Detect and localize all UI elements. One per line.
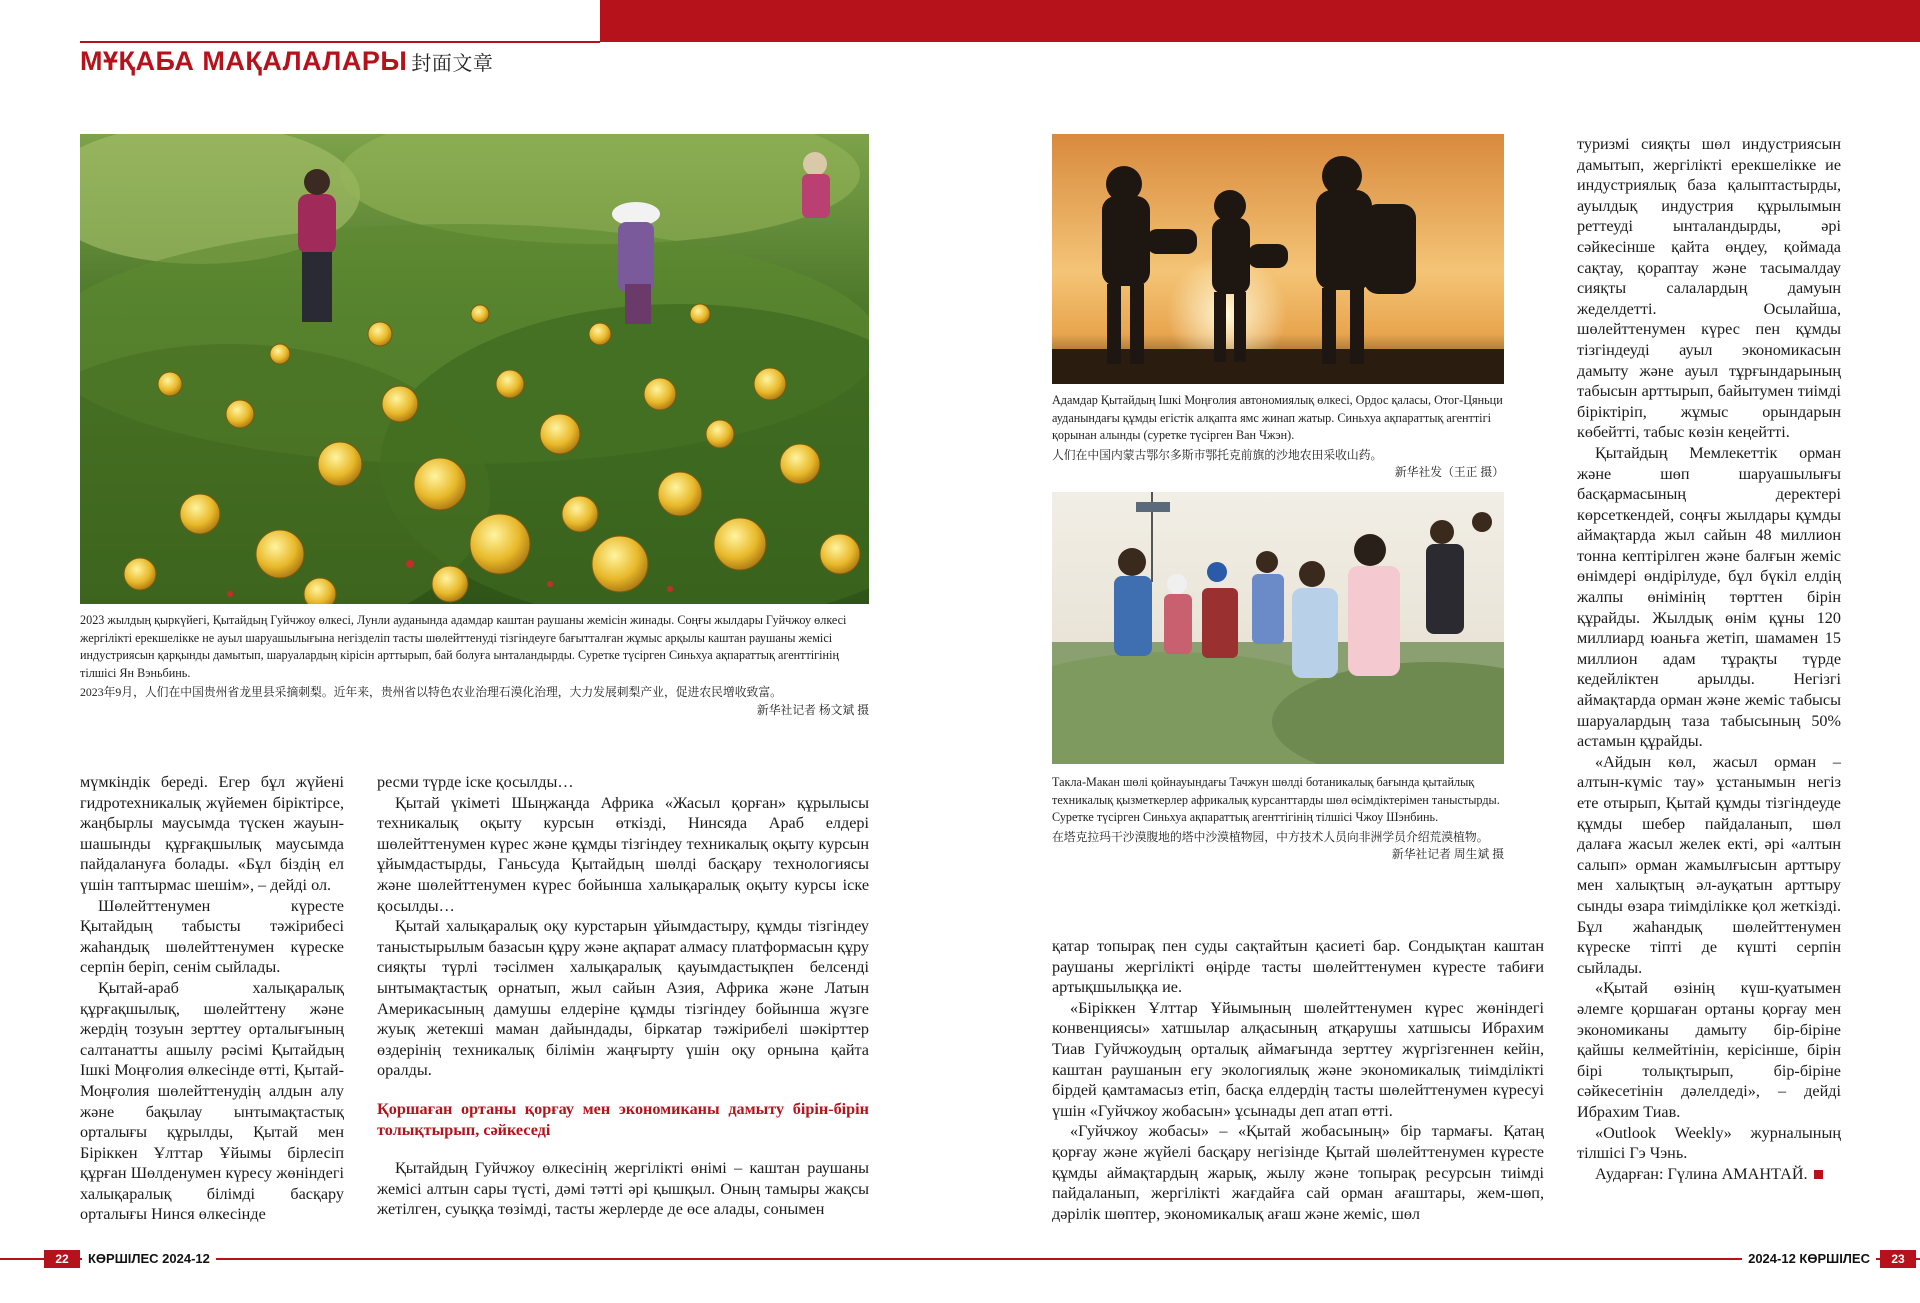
photo3-credit: 新华社记者 周生斌 摄 [1391,847,1504,862]
photo1-caption [80,612,869,720]
footer-left [0,1248,960,1272]
photo3-caption-kz: Такла-Макан шөлі қойнауындағы Тачжун шөлді ботаникалық бағында қытайлық техникалық қызметкерлер африкалық курсанттарды шөл өсімдіктерімен таныстырды. Суретке түсірген Синьхуа ақпараттық агенттігінің тілшісі Чжоу Шэнбинь. [1052,775,1500,825]
section-title-cn: 封面文章 [411,53,494,75]
text-column-4 [1577,134,1841,1184]
photo2-caption-cn: 人们在中国内蒙古鄂尔多斯市鄂托克前旗的沙地农田采收山药。 [1052,447,1383,462]
col3-paragraph: «Гуйчжоу жобасы» – «Қытай жобасының» бір тармағы. Қатаң қорғау және жүйелі басқару негізінде Қытай шөлейттенумен күресте құмды аймақтардың жарық, жылу және топырақ ресурсын тиімді пайдаланып, жергілікті жағдайға сай орман ағаштары, жем-шөп, дәрілік шөптер, экономикалық ағаш және жеміс, шөл [1052,1122,1544,1223]
magazine-issue-right: 2024-12 КӨРШІЛЕС [1742,1250,1876,1268]
col1-paragraph: Қытай-араб халықаралық құрғақшылық, шөлейттену және жердің тозуын зерттеу орталығының салтанатты ашылу рәсімі Қытайдың Ішкі Моңғолия өлкесінде өтті, Қытай-Моңғолия шөлейттенудің алдын алу және бақылау ынтымақтастық орталығы құрылды, Қытай мен Біріккен Ұлттар Ұйымы бірлесіп құрған Шөлденумен күресу жөніндегі халықаралық білімді басқару орталығы Нинся өлкесінде [80,978,344,1224]
photo1-caption-kz: 2023 жылдың қыркүйегі, Қытайдың Гуйчжоу өлкесі, Лунли ауданында адамдар каштан раушаны жемісін жинады. Соңғы жылдары Гуйчжоу өлкесі жергілікті ерекшелікке не ауыл шаруашылығына негізделіп тасты шөлейттенуді тізгіндеуге бағытталған жұмыс арқылы каштан раушаны жемісі индустриясын қарқынды дамытып, шаруалардың кірісін арттырып, бай болуға ынталандырды. Суретке түсірген Синьхуа ақпараттық агенттігінің тілшісі Ян Вэньбинь. [80,613,847,680]
col1-paragraph: Шөлейттенумен күресте Қытайдың табысты тәжірибесі жаһандық шөлейттенумен күреске серпін беріп, сенім сыйлады. [80,896,344,977]
section-title [80,46,493,77]
col4-paragraph: «Outlook Weekly» журналының тілшісі Гэ Чэнь. [1577,1123,1841,1163]
page-number-left: 22 [44,1250,80,1268]
col1-paragraph: мүмкіндік береді. Егер бұл жүйені гидротехникалық жүйемен біріктірсе, жаңбырлы маусымда түскен жауын-шашынды құрғақшылық маусымда пайдалануға болады. «Бұл біздің ел үшін таптырмас шешім», – дейді ол. [80,773,344,894]
col3-paragraph: қатар топырақ пен суды сақтайтын қасиеті бар. Сондықтан каштан раушаны жергілікті өңірде тасты шөлейттенумен күресте табиғи артықшылыққа ие. [1052,937,1544,997]
rosa-roxburghii-harvest-photo [80,134,869,604]
photo3-caption [1052,774,1504,864]
col4-paragraph: туризмі сияқты шөл индустриясын дамытып, жергілікті ерекшелікке ие индустриялық база қалыптастырды, ауылдық индустрия құрылымын реттеуді ынталандырды, әрі сәйкесінше қайта өңдеу, қоймада сақтау, қораптау және тасымалдау сияқты салалардың дамуын жеделдетті. Осылайша, шөлейттенумен күрес пен құмды тізгіндеуді ауыл экономикасын дамыту және ауыл тұрғындарының табысын арттырып, байытумен тиімді біріктіріп, жұмыс орындарын көбейтті, табыс көзін кеңейтті. [1577,135,1841,442]
end-mark-icon [1814,1170,1823,1179]
page-number-right: 23 [1880,1250,1916,1268]
photo2-credit: 新华社发（王正 摄） [1394,465,1504,480]
botanical-garden-training-photo [1052,492,1504,764]
text-column-2 [377,772,869,1220]
col3-paragraph: «Біріккен Ұлттар Ұйымының шөлейттенумен күрес жөніндегі конвенциясы» хатшылар алқасының атқарушы хатшысы Ибрахим Тиав Гуйчжоудың орталық аймағында зерттеу жүргізгеннен кейін, каштан раушанын егу экологиялық және экономикалық тиімділікті бірдей қамтамасыз етіп, басқа елдердің тасты шөлейттенумен күресуі үшін «Гуйчжоу жобасын» ұсынады деп атап өтті. [1052,998,1544,1120]
magazine-issue-left: КӨРШІЛЕС 2024-12 [82,1250,216,1268]
photo1-credit: 新华社记者 杨文斌 摄 [756,702,869,717]
section-heading: Қоршаған ортаны қорғау мен экономиканы дамыту бірін-бірін толықтырып, сәйкеседі [377,1099,869,1139]
col2-paragraph: Қытай үкіметі Шыңжаңда Африка «Жасыл қорған» құрылысы техникалық оқыту курсын өткізді, Нинсяда Араб елдері шөлейттенумен күрес және құмды тізгіндеу техникалық оқыту курсын ұйымдастырды, Ганьсуда Қытайдың шөлді басқару технологиясы және шөлейттенумен күрес бойынша халықаралық оқыту курсы іске қосылды… [377,793,869,915]
col4-paragraph: Қытайдың Мемлекеттік орман және шөп шаруашылығы басқармасының деректері көрсеткендей, соңғы жылдары құмды аймақтарда жыл сайын 48 миллион тонна кептірілген және балғын жеміс өнімдері өндірілуде, бұл бүкіл елдің жалпы өнімінің төрттен бірін құрайды. Жылдық өнім құны 120 миллиард юаньға жетіп, шамамен 15 миллион адам тұрақты түрде кедейліктен арылды. Негізгі аймақтарда орман және жеміс табысы шаруалардың таза табысының 50% астамын құрайды. [1577,443,1841,751]
text-column-3 [1052,936,1544,1224]
desert-silhouette-workers-photo [1052,134,1504,384]
col2-paragraph: Қытайдың Гуйчжоу өлкесінің жергілікті өнімі – каштан раушаны жемісі алтын сары түсті, дәмі тәтті әрі қышқыл. Оның тамыры жақсы жетілген, суыққа төзімді, тасты жерлерде де өсе алады, сонымен [377,1159,869,1219]
translator-line [1577,1164,1841,1185]
photo1-caption-cn: 2023年9月，人们在中国贵州省龙里县采摘刺梨。近年来，贵州省以特色农业治理石漠化治理，大力发展刺梨产业，促进农民增收致富。 [80,685,782,700]
col2-paragraph: ресми түрде іске қосылды… [377,773,574,791]
translator-credit: Аударған: Гүлина АМАНТАЙ. [1595,1164,1808,1183]
col2-paragraph: Қытай халықаралық оқу курстарын ұйымдастыру, құмды тізгіндеу таныстырылым базасын құру және ақпарат алмасу платформасын құру сияқты түрлі тәсілмен халықаралық қауымдастықпен белсенді ынтымақтастық орнатып, жыл сайын Азия, Африка және Латын Америкасының дамушы елдеріне құмды тізгіндеу бойынша жүзге жуық жетекші маман дайындады, біркатар тәжірибелі шәкірттер өздерінің техникалық білімін жаңғырту үшін оқу орнына қайта оралды. [377,917,869,1080]
footer-right [960,1248,1920,1272]
col4-paragraph: «Айдын көл, жасыл орман – алтын-күміс тау» ұстанымын негіз ете отырып, Қытай құмды тізгіндеуде құмды шебер пайдаланып, шөл далаға жасыл желек екті, әрі «алтын салып» орман жамылғысын арттыру мен халықтың әл-ауқатын арттыру сынды өзара тиімділікке қол жеткізді. Бұл жаһандық шөлейттенумен күреске тіпті де күшті серпін сыйлады. [1577,752,1841,977]
photo2-caption [1052,392,1504,482]
col4-paragraph: «Қытай өзінің күш-қуатымен әлемге қоршаған ортаны қорғау мен экономиканы дамыту бір-біріне қайшы келмейтінін, керісінше, бірін бірі толықтырып, бір-біріне сәйкесетінін дәлелдеді», – дейді Ибрахим Тиав. [1577,979,1841,1121]
text-column-1 [80,772,344,1225]
photo2-caption-kz: Адамдар Қытайдың Ішкі Моңғолия автономиялық өлкесі, Ордос қаласы, Отог-Цяньци ауданындағы құмды егістік алқапта ямс жинап жатыр. Синьхуа ақпараттық агенттігі қорынан алынды (суретке түсірген Ван Чжэн). [1052,393,1503,443]
top-red-bar [600,0,1920,42]
photo3-caption-cn: 在塔克拉玛干沙漠腹地的塔中沙漠植物园，中方技术人员向非洲学员介绍荒漠植物。 [1052,829,1489,844]
section-title-kz: МҰҚАБА МАҚАЛАЛАРЫ [80,46,408,76]
top-rule [80,41,600,43]
